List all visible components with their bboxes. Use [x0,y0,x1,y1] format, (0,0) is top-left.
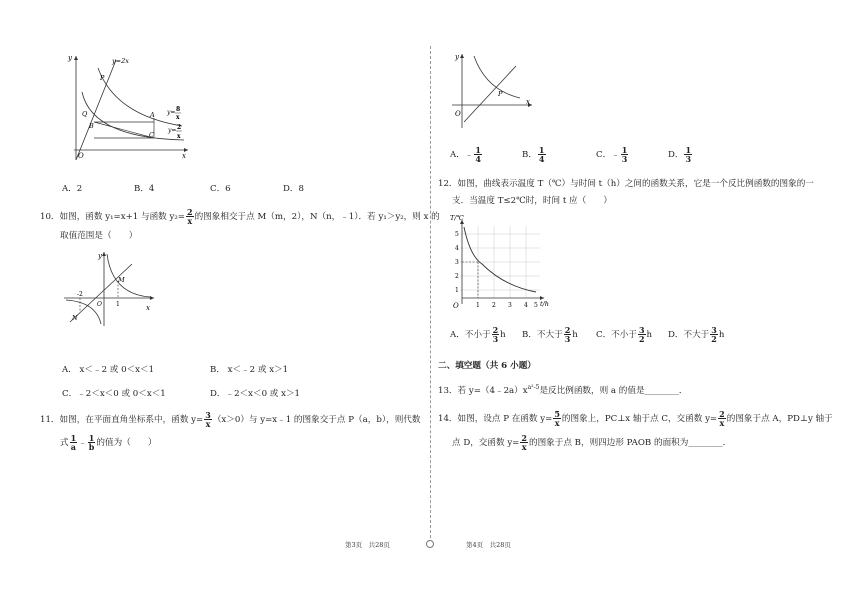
q12-y-axis-label: T/℃ [450,214,464,222]
q10-tick-minus2: -2 [77,291,83,298]
q12-xtick-4: 4 [524,302,528,309]
q11-origin-label: O [455,110,461,118]
q10-option-b[interactable]: B． x＜﹣2 或 x＞1 [210,365,289,375]
q9-point-Q: Q [82,110,88,118]
q12-ytick-4: 4 [455,245,459,252]
q12-ytick-3: 3 [455,259,459,266]
q12-option-a[interactable]: A．不小于 $\frac{2}{3}$ h [450,325,506,344]
q10-point-N: N [72,314,78,322]
q11-graph [450,50,540,130]
q9-point-B: B [89,122,94,130]
q12-ytick-1: 1 [455,287,459,294]
q10-origin-label: O [97,301,102,308]
q9-x-axis-label: x [182,152,186,160]
q12-origin-label: O [453,302,459,310]
q9-option-c[interactable]: C．6 [210,184,231,194]
q12-xtick-5: 5 [534,302,538,309]
q14-question-line1: 14．如图，设点 P 在函数 y= $\frac{5}{x}$ 的图象上，PC⊥x 轴于点 C，交函数 y= $\frac{2}{x}$ 的图象于点 A，PD⊥y 轴于 [438,409,833,428]
q9-point-C: C [149,131,154,139]
svg-text:y=: y= [167,109,176,116]
q13-question: 13．若 $y=(4﹣2a)x^{a^2-5}$是反比例函数，则 a 的值是________． [438,384,688,396]
q12-graph [448,212,558,312]
svg-text:x: x [176,114,180,121]
q10-option-a[interactable]: A． x＜﹣2 或 0＜x＜1 [62,365,155,375]
q11-y-axis-label: y [455,53,459,61]
q12-ytick-2: 2 [455,273,459,280]
q12-option-b[interactable]: B．不大于 $\frac{2}{3}$ h [522,325,578,344]
q12-question-line2: 支．当温度 T≤2℃时，时间 t 应（ ） [452,196,612,206]
q9-option-b[interactable]: B．4 [134,184,155,194]
q9-y-axis-label: y [68,54,72,62]
page-divider [430,46,431,538]
q12-x-axis-label: t/h [540,300,549,308]
q9-option-a[interactable]: A．2 [62,184,83,194]
section-heading-fill-in: 二、填空题（共 6 小题） [438,361,536,371]
svg-text:8: 8 [176,106,181,113]
q12-xtick-3: 3 [508,302,512,309]
q12-question-line1: 12．如图，曲线表示温度 T（℃）与时间 t（h）之间的函数关系，它是一个反比例函数的图象的一 [438,179,814,189]
q12-ytick-5: 5 [455,231,459,238]
q11-option-a[interactable]: A．﹣ $\frac{1}{4}$ [450,145,481,164]
q11-point-P: P [498,90,503,98]
svg-text:x: x [177,133,181,140]
q11-option-b[interactable]: B． $\frac{1}{4}$ [522,145,545,164]
q9-origin-label: O [78,152,84,160]
q9-graph [60,50,200,165]
binding-hole [426,540,434,548]
q10-tick-1: 1 [116,301,120,308]
q10-x-axis-label: x [146,304,150,312]
q10-question: 10．如图，函数 y₁=x+1 与函数 y₂= $\frac{2}{x}$ 的图象相交于点 M（m，2），N（n，﹣1）．若 y₁＞y₂，则 x 的 [40,207,440,226]
q10-graph [60,248,160,328]
q11-option-d[interactable]: D． $\frac{1}{3}$ [668,145,692,164]
q10-point-M: M [118,276,125,284]
q10-option-d[interactable]: D．﹣2＜x＜0 或 x＞1 [210,389,301,399]
q9-line-label: y=2x [112,57,129,65]
q11-x-axis-label: x [526,98,530,106]
q12-xtick-1: 1 [476,302,480,309]
q10-option-c[interactable]: C．﹣2＜x＜0 或 0＜x＜1 [62,389,166,399]
q11-question-line2: 式 $\frac{1}{a}$ ﹣ $\frac{1}{b}$ 的值为（ ） [60,433,157,452]
q11-question: 11．如图，在平面直角坐标系中，函数 y= $\frac{3}{x}$ （x＞0）与 y=x﹣1 的图象交于点 P（a，b），则代数 [40,410,421,429]
page-footer-right: 第4页 共28页 [466,541,511,549]
q10-y-axis-label: y [98,252,102,260]
q10-question-line2: 取值范围是（ ） [60,231,138,241]
q9-point-P: P [100,74,105,82]
svg-text:y=: y= [168,127,177,134]
q9-option-d[interactable]: D．8 [283,184,304,194]
q12-option-c[interactable]: C．不小于 $\frac{3}{2}$ h [596,325,653,344]
svg-text:2: 2 [177,124,182,131]
q11-option-c[interactable]: C．﹣ $\frac{1}{3}$ [596,145,628,164]
page-footer-left: 第3页 共28页 [345,541,390,549]
q12-xtick-2: 2 [492,302,496,309]
q12-option-d[interactable]: D．不大于 $\frac{3}{2}$ h [668,325,725,344]
q14-question-line2: 点 D，交函数 y= $\frac{2}{x}$ 的图象于点 B，则四边形 PAOB 的面积为________． [452,433,732,452]
q9-point-A: A [150,111,155,119]
